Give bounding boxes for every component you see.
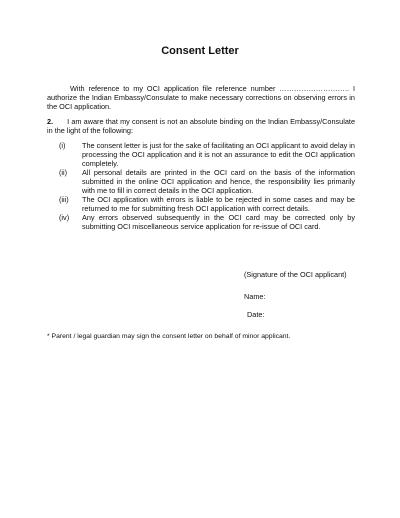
list-item-numeral: (i)	[59, 141, 66, 150]
list-item	[47, 195, 355, 213]
paragraph-awareness	[47, 117, 355, 135]
list-item	[47, 168, 355, 195]
date-label: Date:	[247, 310, 265, 319]
name-label: Name:	[244, 292, 266, 301]
list-item-text: Any errors observed subsequently in the OCI card may be corrected only by submitting OCI miscellaneous service application for re-issue of OCI card.	[82, 213, 355, 231]
page-title: Consent Letter	[161, 45, 239, 57]
list-item-numeral: (iii)	[59, 195, 69, 204]
paragraph-awareness-text: I am aware that my consent is not an absolute binding on the Indian Embassy/Consulate in the light of the following:	[47, 117, 355, 135]
paragraph-authorization: With reference to my OCI application file reference number ……………………….. I authorize the Indian Embassy/Consulate to make necessary corrections on observing errors in the OCI application.	[47, 84, 355, 111]
list-item-text: The consent letter is just for the sake of facilitating an OCI applicant to avoid delay in processing the OCI application and it is not an assurance to edit the OCI application completely.	[82, 141, 355, 168]
footnote: * Parent / legal guardian may sign the consent letter on behalf of minor applicant.	[47, 333, 291, 340]
conditions-list	[47, 141, 355, 231]
list-item-numeral: (iv)	[59, 213, 70, 222]
list-item-numeral: (ii)	[59, 168, 68, 177]
paragraph-number: 2.	[47, 117, 54, 126]
list-item-text: All personal details are printed in the OCI card on the basis of the information submitted in the online OCI application and hence, the responsibility lies primarily with me to fill in correct details in the OCI application.	[82, 168, 355, 195]
signature-label: (Signature of the OCI applicant)	[244, 270, 347, 279]
list-item-text: The OCI application with errors is liable to be rejected in some cases and may be returned to me for submitting fresh OCI application with correct details.	[82, 195, 355, 213]
list-item	[47, 213, 355, 231]
list-item	[47, 141, 355, 168]
